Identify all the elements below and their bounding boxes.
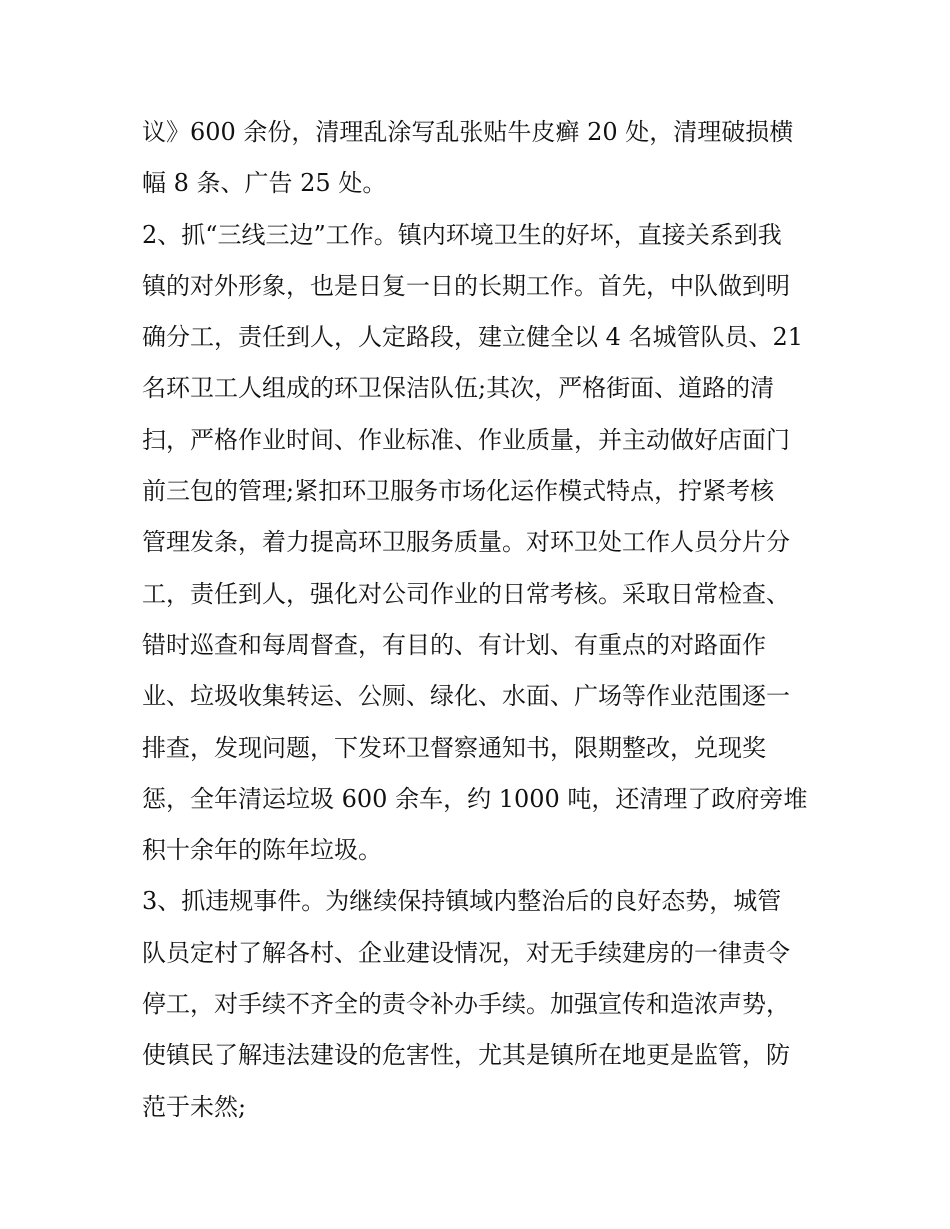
body-text	[142, 107, 817, 1133]
text-line: 积十余年的陈年垃圾。	[142, 836, 382, 865]
text-line: 队员定村了解各村、企业建设情况，对无手续建房的一律责令	[142, 938, 790, 967]
text-line: 管理发条，着力提高环卫服务质量。对环卫处工作人员分片分	[142, 528, 790, 557]
paragraph-2-start: 2、抓“三线三边”工作。镇内环境卫生的好坏，直接关系到我	[142, 220, 782, 249]
text-line: 错时巡查和每周督查，有目的、有计划、有重点的对路面作	[142, 630, 766, 659]
text-line: 停工，对手续不齐全的责令补办手续。加强宣传和造浓声势，	[142, 990, 790, 1019]
text-line: 名环卫工人组成的环卫保洁队伍;其次，严格街面、道路的清	[142, 374, 775, 403]
text-line: 排查，发现问题，下发环卫督察通知书，限期整改，兑现奖	[142, 733, 766, 762]
text-line: 确分工，责任到人，人定路段，建立健全以 4 名城管队员、21	[142, 323, 804, 352]
text-line: 范于未然;	[142, 1092, 247, 1121]
text-line: 业、垃圾收集转运、公厕、绿化、水面、广场等作业范围逐一	[142, 682, 790, 711]
text-line: 镇的对外形象，也是日复一日的长期工作。首先，中队做到明	[142, 271, 790, 300]
text-line: 惩，全年清运垃圾 600 余车，约 1000 吨，还清理了政府旁堆	[142, 784, 808, 813]
text-line: 工，责任到人，强化对公司作业的日常考核。采取日常检查、	[142, 579, 790, 608]
text-line: 扫，严格作业时间、作业标准、作业质量，并主动做好店面门	[142, 425, 790, 454]
text-line: 前三包的管理;紧扣环卫服务市场化运作模式特点，拧紧考核	[142, 477, 775, 506]
text-line: 幅 8 条、广告 25 处。	[142, 169, 387, 198]
text-line: 使镇民了解违法建设的危害性，尤其是镇所在地更是监管，防	[142, 1041, 790, 1070]
paragraph-3-start: 3、抓违规事件。为继续保持镇域内整治后的良好态势，城管	[142, 887, 782, 916]
text-line: 议》600 余份，清理乱涂写乱张贴牛皮癣 20 处，清理破损横	[142, 118, 794, 146]
